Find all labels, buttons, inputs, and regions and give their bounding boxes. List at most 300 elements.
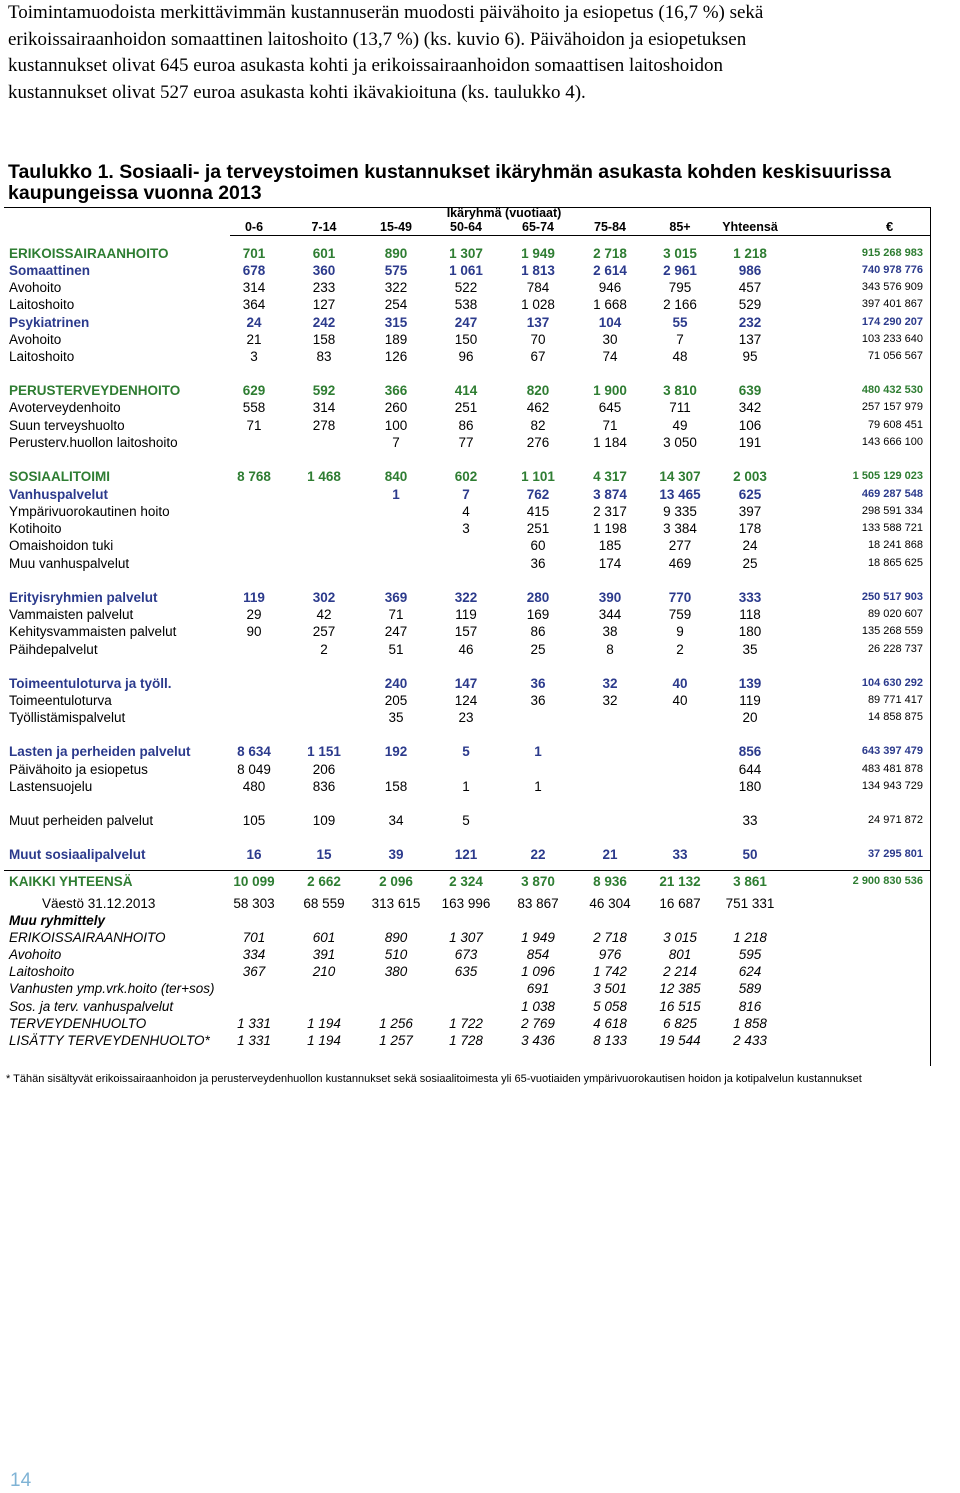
table-cell: 314	[312, 400, 336, 415]
table-cell: 302	[312, 590, 336, 605]
table-cell: 1 194	[307, 1016, 341, 1031]
table-cell: 247	[454, 315, 478, 330]
table-row	[0, 555, 960, 572]
table-cell: 126	[384, 349, 408, 364]
table-cell: 124	[454, 693, 478, 708]
row-total-euro: 134 943 729	[861, 780, 923, 792]
table-cell: 127	[312, 297, 336, 312]
table-cell: 4 317	[593, 469, 627, 484]
table-title: Taulukko 1. Sosiaali- ja terveystoimen kustannukset ikäryhmän asukasta kohden keskisuurissa kaupungeissa vuonna 2013	[8, 161, 891, 204]
table-cell: 1 742	[593, 964, 627, 979]
table-cell: 71	[602, 418, 618, 433]
table-cell: 2 718	[593, 246, 627, 261]
row-label: Laitoshoito	[9, 297, 75, 312]
row-total-euro: 18 865 625	[867, 557, 923, 569]
table-cell: 46	[458, 642, 474, 657]
table-cell: 784	[526, 280, 550, 295]
row-label: Ympärivuorokautinen hoito	[9, 504, 170, 519]
table-row	[0, 778, 960, 795]
table-cell: 816	[738, 999, 762, 1014]
row-label: Laitoshoito	[9, 964, 75, 979]
row-total-euro: 24 971 872	[867, 814, 923, 826]
table-row	[0, 606, 960, 623]
table-row	[0, 980, 960, 997]
table-cell: 8 133	[593, 1033, 627, 1048]
table-cell: 7	[676, 332, 684, 347]
table-cell: 1	[392, 487, 400, 502]
table-cell: 8 049	[237, 762, 271, 777]
table-cell: 601	[312, 246, 336, 261]
table-cell: 2 214	[663, 964, 697, 979]
row-total-euro: 397 401 867	[861, 298, 923, 310]
table-cell: 50	[742, 847, 758, 862]
row-label: Toimeentuloturva	[9, 693, 112, 708]
table-row	[0, 382, 960, 399]
table-cell: 602	[454, 469, 478, 484]
row-total-euro: 14 858 875	[867, 711, 923, 723]
table-cell: 1 813	[521, 263, 555, 278]
table-cell: 1 468	[307, 469, 341, 484]
row-label: LISÄTTY TERVEYDENHUOLTO*	[9, 1033, 210, 1048]
table-cell: 251	[526, 521, 550, 536]
table-cell: 8 936	[593, 874, 627, 889]
age-group-header: Ikäryhmä (vuotiaat)	[446, 206, 562, 220]
table-cell: 1 331	[237, 1016, 271, 1031]
table-cell: 30	[602, 332, 618, 347]
table-cell: 5	[462, 813, 470, 828]
table-cell: 313 615	[371, 896, 421, 911]
table-cell: 820	[526, 383, 550, 398]
table-cell: 10 099	[233, 874, 275, 889]
table-cell: 106	[738, 418, 762, 433]
table-cell: 74	[602, 349, 618, 364]
row-label: Vanhuspalvelut	[9, 487, 109, 502]
table-cell: 25	[530, 642, 546, 657]
table-cell: 3 501	[593, 981, 627, 996]
table-cell: 1 722	[449, 1016, 483, 1031]
table-cell: 1 184	[593, 435, 627, 450]
table-cell: 48	[672, 349, 688, 364]
table-cell: 522	[454, 280, 478, 295]
table-cell: 7	[392, 435, 400, 450]
intro-line: Toimintamuodoista merkittävimmän kustannuserän muodosti päivähoito ja esiopetus (16,7 %) sekä	[8, 2, 764, 23]
table-cell: 119	[739, 693, 761, 708]
table-cell: 1	[462, 779, 470, 794]
table-cell: 21 132	[659, 874, 701, 889]
row-total-euro: 174 290 207	[861, 316, 923, 328]
table-cell: 36	[530, 556, 546, 571]
table-cell: 678	[242, 263, 266, 278]
table-cell: 595	[738, 947, 762, 962]
table-cell: 119	[455, 607, 477, 622]
intro-line: erikoissairaanhoidon somaattinen laitoshoito (13,7 %) (ks. kuvio 6). Päivähoidon ja esiopetuksen	[8, 28, 747, 50]
column-header: 75-84	[594, 220, 626, 234]
table-cell: 2	[320, 642, 328, 657]
table-cell: 2 662	[307, 874, 341, 889]
table-cell: 390	[598, 590, 622, 605]
table-cell: 83	[316, 349, 332, 364]
table-row	[0, 963, 960, 980]
footnote: * Tähän sisältyvät erikoissairaanhoidon ja perusterveydenhuollon kustannukset sekä sosiaalitoimesta yli 65-vuotiaiden ympärivuorokautisen hoidon ja kotipalvelun kustannukset	[6, 1073, 862, 1085]
table-row	[0, 331, 960, 348]
table-cell: 100	[384, 418, 408, 433]
table-cell: 1 331	[237, 1033, 271, 1048]
table-cell: 210	[312, 964, 336, 979]
table-cell: 397	[738, 504, 762, 519]
header-divider	[230, 235, 930, 236]
table-cell: 23	[458, 710, 474, 725]
table-cell: 1 256	[379, 1016, 413, 1031]
row-label: ERIKOISSAIRAANHOITO	[9, 246, 169, 261]
table-cell: 5	[462, 744, 470, 759]
table-cell: 13 465	[659, 487, 701, 502]
row-label: Muut perheiden palvelut	[9, 813, 154, 828]
table-cell: 38	[602, 624, 618, 639]
table-cell: 147	[454, 676, 478, 691]
row-label: Suun terveyshuolto	[9, 418, 125, 433]
table-cell: 986	[738, 263, 762, 278]
table-cell: 1 218	[733, 930, 767, 945]
row-label: Muu vanhuspalvelut	[9, 556, 130, 571]
table-cell: 1 307	[449, 246, 483, 261]
table-cell: 51	[388, 642, 404, 657]
row-total-euro: 469 287 548	[861, 488, 923, 500]
row-label: TERVEYDENHUOLTO	[9, 1016, 147, 1031]
table-cell: 22	[530, 847, 546, 862]
table-cell: 70	[530, 332, 546, 347]
table-cell: 40	[672, 693, 688, 708]
row-label: Kehitysvammaisten palvelut	[9, 624, 177, 639]
table-cell: 55	[672, 315, 688, 330]
table-cell: 639	[738, 383, 762, 398]
table-cell: 5 058	[593, 999, 627, 1014]
table-cell: 139	[738, 676, 762, 691]
row-label: Vammaisten palvelut	[9, 607, 134, 622]
table-row	[0, 399, 960, 416]
table-cell: 360	[312, 263, 336, 278]
table-cell: 529	[738, 297, 762, 312]
row-total-euro: 915 268 983	[861, 247, 923, 259]
table-row	[0, 589, 960, 606]
row-label: Muut sosiaalipalvelut	[9, 847, 146, 862]
table-cell: 2 718	[593, 930, 627, 945]
table-cell: 314	[242, 280, 266, 295]
table-row	[0, 1015, 960, 1032]
table-cell: 2	[676, 642, 684, 657]
row-separator	[4, 870, 930, 871]
table-cell: 33	[672, 847, 688, 862]
table-cell: 6 825	[663, 1016, 697, 1031]
table-row	[0, 503, 960, 520]
intro-line: kustannukset olivat 645 euroa asukasta kohti ja erikoissairaanhoidon somaattisen laitoshoidon	[8, 55, 723, 76]
table-cell: 1 061	[449, 263, 483, 278]
table-cell: 890	[384, 246, 408, 261]
table-cell: 3 015	[663, 930, 697, 945]
table-cell: 1 307	[449, 930, 483, 945]
table-cell: 635	[454, 964, 478, 979]
table-cell: 35	[388, 710, 404, 725]
table-cell: 257	[312, 624, 336, 639]
table-cell: 1 900	[593, 383, 627, 398]
table-cell: 2 317	[593, 504, 627, 519]
table-cell: 369	[384, 590, 408, 605]
table-cell: 86	[458, 418, 474, 433]
table-cell: 342	[738, 400, 762, 415]
row-total-euro: 71 056 567	[867, 350, 923, 362]
table-cell: 480	[242, 779, 266, 794]
table-cell: 1 668	[593, 297, 627, 312]
table-cell: 854	[526, 947, 550, 962]
table-cell: 770	[668, 590, 692, 605]
table-cell: 890	[384, 930, 408, 945]
table-cell: 67	[530, 349, 546, 364]
row-total-euro: 103 233 640	[861, 333, 923, 345]
table-cell: 759	[668, 607, 692, 622]
row-total-euro: 643 397 479	[861, 745, 923, 757]
table-cell: 121	[454, 847, 478, 862]
table-cell: 68 559	[303, 896, 345, 911]
row-label: Työllistämispalvelut	[9, 710, 126, 725]
table-cell: 36	[530, 676, 546, 691]
row-label: Laitoshoito	[9, 349, 75, 364]
table-cell: 469	[668, 556, 692, 571]
row-label: Päivähoito ja esiopetus	[9, 762, 148, 777]
table-row	[0, 296, 960, 313]
row-total-euro: 143 666 100	[861, 436, 923, 448]
row-total-euro: 2 900 830 536	[852, 875, 923, 887]
table-cell: 192	[384, 744, 408, 759]
row-label: Kotihoito	[9, 521, 62, 536]
table-cell: 86	[530, 624, 546, 639]
table-cell: 206	[312, 762, 336, 777]
table-cell: 976	[598, 947, 622, 962]
table-cell: 364	[242, 297, 266, 312]
table-cell: 20	[742, 710, 758, 725]
table-row	[0, 675, 960, 692]
table-cell: 29	[246, 607, 262, 622]
table-cell: 25	[742, 556, 758, 571]
table-row	[0, 946, 960, 963]
table-cell: 96	[458, 349, 474, 364]
table-cell: 278	[312, 418, 336, 433]
table-cell: 82	[530, 418, 546, 433]
table-cell: 645	[598, 400, 622, 415]
table-cell: 1 728	[449, 1033, 483, 1048]
row-total-euro: 135 268 559	[861, 625, 923, 637]
table-cell: 260	[384, 400, 408, 415]
table-row	[0, 895, 960, 912]
table-cell: 95	[742, 349, 758, 364]
table-row	[0, 262, 960, 279]
table-cell: 1 096	[521, 964, 555, 979]
row-label: Lasten ja perheiden palvelut	[9, 744, 191, 759]
table-cell: 9	[676, 624, 684, 639]
table-cell: 8 768	[237, 469, 271, 484]
table-cell: 118	[739, 607, 761, 622]
table-cell: 1 038	[521, 999, 555, 1014]
row-total-euro: 37 295 801	[867, 848, 923, 860]
table-cell: 42	[316, 607, 332, 622]
table-cell: 592	[312, 383, 336, 398]
table-cell: 3 861	[733, 874, 767, 889]
column-header: 50-64	[450, 220, 482, 234]
table-cell: 625	[738, 487, 762, 502]
table-cell: 1 257	[379, 1033, 413, 1048]
table-row	[0, 929, 960, 946]
table-row	[0, 692, 960, 709]
table-cell: 33	[742, 813, 758, 828]
row-label: ERIKOISSAIRAANHOITO	[9, 930, 166, 945]
table-cell: 3 015	[663, 246, 697, 261]
row-total-euro: 740 978 776	[861, 264, 923, 276]
table-cell: 2 433	[733, 1033, 767, 1048]
table-row	[0, 486, 960, 503]
table-cell: 189	[384, 332, 408, 347]
table-cell: 180	[738, 779, 762, 794]
table-cell: 16 515	[659, 999, 701, 1014]
table-cell: 629	[242, 383, 266, 398]
table-row	[0, 520, 960, 537]
table-cell: 277	[668, 538, 692, 553]
table-cell: 3	[250, 349, 258, 364]
table-cell: 673	[454, 947, 478, 962]
table-row	[0, 1032, 960, 1049]
table-cell: 3 810	[663, 383, 697, 398]
table-cell: 751 331	[725, 896, 775, 911]
currency-symbol: €	[886, 219, 894, 234]
table-row	[0, 434, 960, 451]
table-cell: 1	[534, 779, 542, 794]
table-cell: 2 324	[449, 874, 483, 889]
table-row	[0, 709, 960, 726]
table-cell: 169	[526, 607, 550, 622]
row-label: Sos. ja terv. vanhuspalvelut	[9, 999, 174, 1014]
table-cell: 2 166	[663, 297, 697, 312]
table-cell: 276	[526, 435, 550, 450]
table-cell: 462	[526, 400, 550, 415]
table-cell: 232	[738, 315, 762, 330]
table-row	[0, 279, 960, 296]
row-total-euro: 1 505 129 023	[852, 470, 923, 482]
table-cell: 119	[243, 590, 265, 605]
row-label: Perusterv.huollon laitoshoito	[9, 435, 178, 450]
table-cell: 1 949	[521, 246, 555, 261]
table-cell: 109	[312, 813, 336, 828]
table-cell: 801	[668, 947, 692, 962]
row-total-euro: 89 771 417	[867, 694, 923, 706]
table-row	[0, 537, 960, 554]
table-row	[0, 641, 960, 658]
row-total-euro: 104 630 292	[861, 677, 923, 689]
table-cell: 1 198	[593, 521, 627, 536]
row-label: Avohoito	[9, 332, 62, 347]
table-cell: 2 096	[379, 874, 413, 889]
table-cell: 414	[454, 383, 478, 398]
table-cell: 367	[242, 964, 266, 979]
table-cell: 2 961	[663, 263, 697, 278]
table-cell: 333	[738, 590, 762, 605]
table-cell: 39	[388, 847, 404, 862]
table-cell: 366	[384, 383, 408, 398]
table-cell: 163 996	[441, 896, 491, 911]
table-row	[0, 812, 960, 829]
table-cell: 58 303	[233, 896, 275, 911]
table-cell: 185	[598, 538, 622, 553]
column-header: 7-14	[311, 220, 337, 234]
table-cell: 137	[738, 332, 762, 347]
table-cell: 34	[388, 813, 404, 828]
row-total-euro: 298 591 334	[861, 505, 923, 517]
table-cell: 856	[738, 744, 762, 759]
table-cell: 247	[384, 624, 408, 639]
table-cell: 840	[384, 469, 408, 484]
row-total-euro: 18 241 868	[867, 539, 923, 551]
table-cell: 233	[312, 280, 336, 295]
table-cell: 46 304	[589, 896, 631, 911]
table-cell: 16	[246, 847, 262, 862]
row-total-euro: 480 432 530	[861, 384, 923, 396]
table-cell: 315	[384, 315, 408, 330]
row-label: Muu ryhmittely	[9, 913, 106, 928]
column-header: 15-49	[380, 220, 412, 234]
table-cell: 1 949	[521, 930, 555, 945]
table-cell: 240	[384, 676, 408, 691]
row-total-euro: 79 608 451	[867, 419, 923, 431]
table-cell: 7	[462, 487, 470, 502]
table-cell: 71	[246, 418, 262, 433]
table-cell: 14 307	[659, 469, 701, 484]
table-cell: 1 218	[733, 246, 767, 261]
table-cell: 795	[668, 280, 692, 295]
column-header: 0-6	[244, 220, 264, 234]
table-row	[0, 912, 960, 929]
table-row	[0, 761, 960, 778]
table-cell: 19 544	[659, 1033, 701, 1048]
table-cell: 3 050	[663, 435, 697, 450]
table-cell: 8	[606, 642, 614, 657]
table-cell: 1 028	[521, 297, 555, 312]
table-row	[0, 468, 960, 485]
table-cell: 3 874	[593, 487, 627, 502]
table-cell: 178	[738, 521, 762, 536]
table-cell: 1 101	[521, 469, 555, 484]
table-cell: 322	[454, 590, 478, 605]
table-cell: 77	[458, 435, 474, 450]
table-cell: 4	[462, 504, 470, 519]
row-label: Toimeentuloturva ja työll.	[9, 676, 172, 691]
table-cell: 21	[602, 847, 618, 862]
table-cell: 21	[246, 332, 262, 347]
table-cell: 71	[388, 607, 404, 622]
table-cell: 624	[738, 964, 762, 979]
table-cell: 32	[602, 693, 618, 708]
table-cell: 538	[454, 297, 478, 312]
table-cell: 415	[526, 504, 550, 519]
table-row	[0, 314, 960, 331]
table-cell: 589	[738, 981, 762, 996]
table-cell: 691	[526, 981, 550, 996]
table-cell: 946	[598, 280, 622, 295]
column-header: 85+	[669, 220, 691, 234]
table-cell: 2 003	[733, 469, 767, 484]
table-cell: 644	[738, 762, 762, 777]
table-cell: 251	[454, 400, 478, 415]
table-cell: 174	[598, 556, 622, 571]
table-cell: 4 618	[593, 1016, 627, 1031]
table-cell: 344	[598, 607, 622, 622]
row-total-euro: 250 517 903	[861, 591, 923, 603]
row-label: SOSIAALITOIMI	[9, 469, 111, 484]
